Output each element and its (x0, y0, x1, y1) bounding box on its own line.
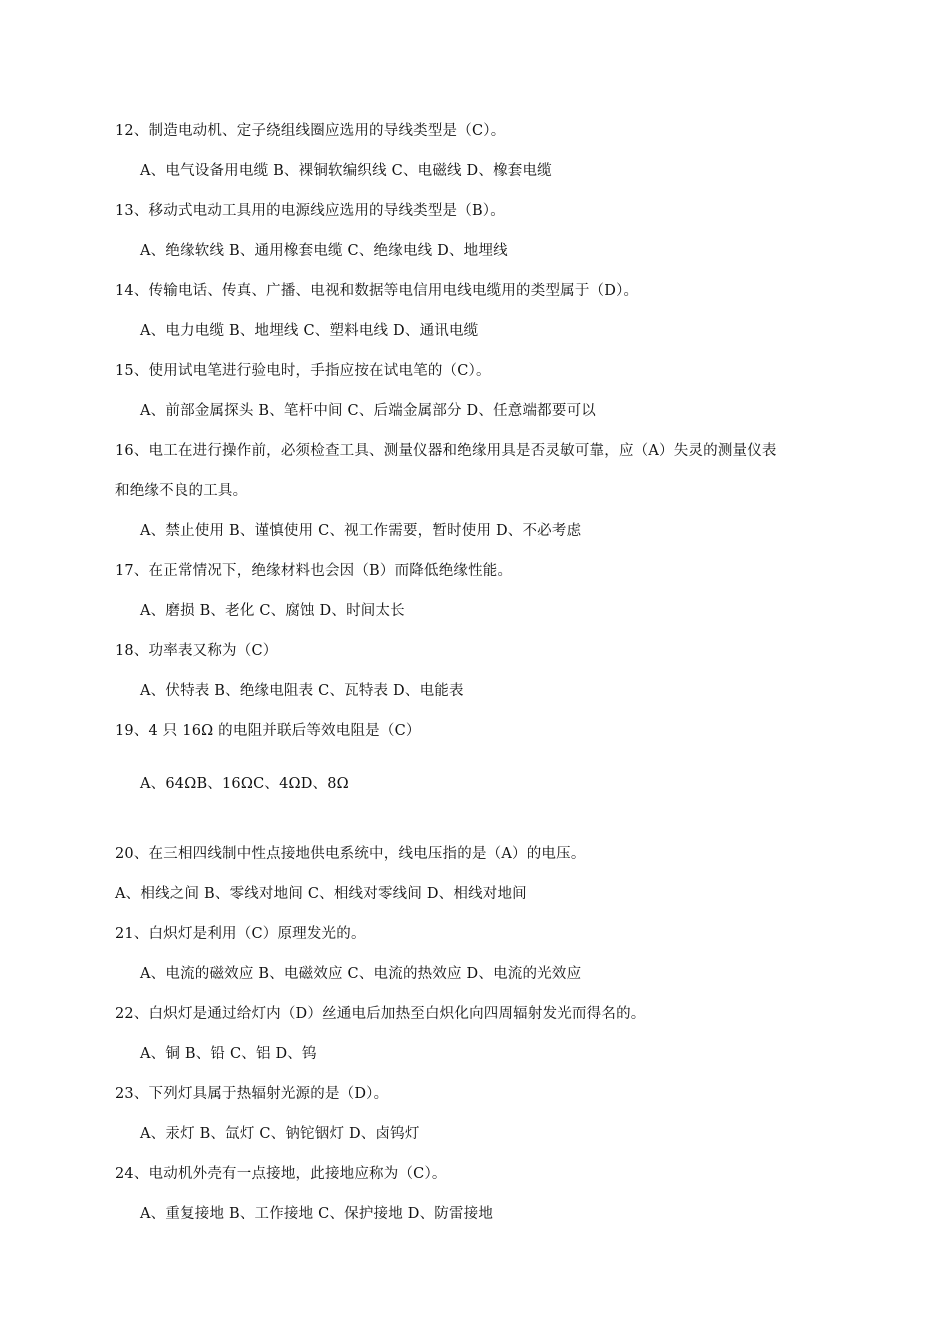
question-18: 18、功率表又称为（C） (115, 643, 278, 659)
options-19: A、64ΩB、16ΩC、4ΩD、8Ω (140, 776, 349, 792)
question-16: 16、电工在进行操作前，必须检查工具、测量仪器和绝缘用具是否灵敏可靠，应（A）失灵的测量仪表 (115, 443, 777, 459)
question-16-continued: 和绝缘不良的工具。 (115, 483, 248, 499)
question-14: 14、传输电话、传真、广播、电视和数据等电信用电线电缆用的类型属于（D）。 (115, 283, 639, 299)
options-17: A、磨损 B、老化 C、腐蚀 D、时间太长 (140, 603, 405, 619)
options-13: A、绝缘软线 B、通用橡套电缆 C、绝缘电线 D、地埋线 (140, 243, 508, 259)
options-18: A、伏特表 B、绝缘电阻表 C、瓦特表 D、电能表 (140, 683, 464, 699)
options-16: A、禁止使用 B、谨慎使用 C、视工作需要，暂时使用 D、不必考虑 (140, 523, 582, 539)
options-22: A、铜 B、铅 C、铝 D、钨 (140, 1046, 317, 1062)
options-12: A、电气设备用电缆 B、裸铜软编织线 C、电磁线 D、橡套电缆 (140, 163, 552, 179)
options-24: A、重复接地 B、工作接地 C、保护接地 D、防雷接地 (140, 1206, 494, 1222)
options-14: A、电力电缆 B、地埋线 C、塑料电线 D、通讯电缆 (140, 323, 479, 339)
question-19: 19、4 只 16Ω 的电阻并联后等效电阻是（C） (115, 723, 421, 739)
question-20: 20、在三相四线制中性点接地供电系统中，线电压指的是（A）的电压。 (115, 846, 586, 862)
question-17: 17、在正常情况下，绝缘材料也会因（B）而降低绝缘性能。 (115, 563, 513, 579)
question-21: 21、白炽灯是利用（C）原理发光的。 (115, 926, 366, 942)
question-15: 15、使用试电笔进行验电时，手指应按在试电笔的（C）。 (115, 363, 491, 379)
options-20: A、相线之间 B、零线对地间 C、相线对零线间 D、相线对地间 (115, 886, 527, 902)
question-24: 24、电动机外壳有一点接地，此接地应称为（C）。 (115, 1166, 447, 1182)
options-23: A、汞灯 B、氙灯 C、钠铊铟灯 D、卤钨灯 (140, 1126, 420, 1142)
question-23: 23、下列灯具属于热辐射光源的是（D）。 (115, 1086, 389, 1102)
question-13: 13、移动式电动工具用的电源线应选用的导线类型是（B）。 (115, 203, 505, 219)
question-12: 12、制造电动机、定子绕组线圈应选用的导线类型是（C）。 (115, 123, 506, 139)
options-15: A、前部金属探头 B、笔杆中间 C、后端金属部分 D、任意端都要可以 (140, 403, 596, 419)
question-22: 22、白炽灯是通过给灯内（D）丝通电后加热至白炽化向四周辐射发光而得名的。 (115, 1006, 646, 1022)
options-21: A、电流的磁效应 B、电磁效应 C、电流的热效应 D、电流的光效应 (140, 966, 582, 982)
